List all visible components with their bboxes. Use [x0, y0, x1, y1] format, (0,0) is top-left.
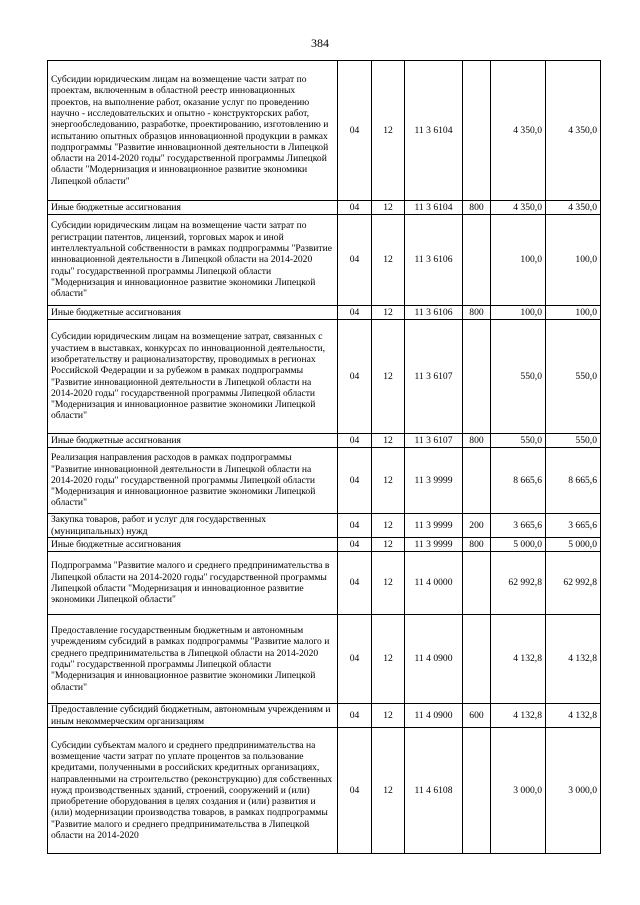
page-number: 384	[311, 36, 329, 50]
amount-2-cell: 8 665,6	[546, 448, 601, 514]
section-cell: 04	[338, 514, 372, 538]
subsection-cell: 12	[372, 704, 405, 728]
expense-type-cell	[463, 448, 491, 514]
amount-2-cell: 100,0	[546, 306, 601, 320]
subsection-cell: 12	[372, 514, 405, 538]
table-row	[48, 615, 601, 704]
amount-2-cell: 100,0	[546, 215, 601, 306]
row-name-cell: Иные бюджетные ассигнования	[48, 538, 338, 552]
expense-type-cell: 800	[463, 538, 491, 552]
row-name-cell: Подпрограмма "Развитие малого и среднего предпринимательства в Липецкой области на 2014-2020 годы" государственной программы Липецкой области "Модернизация и инновационное развитие экономики Липецкой области"	[48, 552, 338, 615]
target-article-cell: 11 4 0900	[405, 615, 463, 704]
section-cell: 04	[338, 215, 372, 306]
expense-type-cell: 600	[463, 704, 491, 728]
amount-2-cell: 3 665,6	[546, 514, 601, 538]
expense-type-cell	[463, 61, 491, 201]
subsection-cell: 12	[372, 61, 405, 201]
subsection-cell: 12	[372, 615, 405, 704]
section-cell: 04	[338, 306, 372, 320]
row-name-cell: Субсидии юридическим лицам на возмещение части затрат по регистрации патентов, лицензий, торговых марок и иной интеллектуальной собственности в рамках подпрограммы "Развитие инновационной деятельности в Липецкой области на 2014-2020 годы" государственной программы Липецкой области "Модернизация и инновационное развитие экономики Липецкой области"	[48, 215, 338, 306]
row-name-cell: Субсидии юридическим лицам на возмещение затрат, связанных с участием в выставках, конкурсах по инновационной деятельности, изобретательству и рационализаторству, проводимых в регионах Российской Федерации и за рубежом в рамках подпрограммы "Развитие инновационной деятельности в Липецкой области на 2014-2020 годы" государственной программы Липецкой области "Модернизация и инновационное развитие экономики Липецкой области"	[48, 320, 338, 434]
expense-type-cell	[463, 552, 491, 615]
table-row	[48, 201, 601, 215]
target-article-cell: 11 3 6104	[405, 61, 463, 201]
section-cell: 04	[338, 320, 372, 434]
target-article-cell: 11 3 9999	[405, 448, 463, 514]
subsection-cell: 12	[372, 201, 405, 215]
amount-2-cell: 550,0	[546, 434, 601, 448]
amount-1-cell: 4 132,8	[491, 615, 546, 704]
subsection-cell: 12	[372, 306, 405, 320]
target-article-cell: 11 3 6107	[405, 434, 463, 448]
table-row	[48, 434, 601, 448]
expense-type-cell	[463, 728, 491, 854]
table-row	[48, 552, 601, 615]
amount-1-cell: 550,0	[491, 320, 546, 434]
amount-2-cell: 4 350,0	[546, 201, 601, 215]
expense-type-cell: 800	[463, 306, 491, 320]
amount-2-cell: 62 992,8	[546, 552, 601, 615]
target-article-cell: 11 3 6106	[405, 306, 463, 320]
target-article-cell: 11 3 9999	[405, 538, 463, 552]
amount-1-cell: 100,0	[491, 306, 546, 320]
table-row	[48, 448, 601, 514]
row-name-cell: Предоставление субсидий бюджетным, автономным учреждениям и иным некоммерческим организациям	[48, 704, 338, 728]
amount-1-cell: 550,0	[491, 434, 546, 448]
target-article-cell: 11 3 6104	[405, 201, 463, 215]
row-name-cell: Предоставление государственным бюджетным и автономным учреждениям субсидий в рамках подпрограммы "Развитие малого и среднего предпринимательства в Липецкой области на 2014-2020 годы" государственной программы Липецкой области "Модернизация и инновационное развитие экономики Липецкой области"	[48, 615, 338, 704]
target-article-cell: 11 4 0900	[405, 704, 463, 728]
target-article-cell: 11 4 0000	[405, 552, 463, 615]
amount-2-cell: 4 132,8	[546, 704, 601, 728]
target-article-cell: 11 3 6106	[405, 215, 463, 306]
section-cell: 04	[338, 201, 372, 215]
expense-type-cell	[463, 215, 491, 306]
section-cell: 04	[338, 728, 372, 854]
table-row	[48, 728, 601, 854]
expense-type-cell	[463, 320, 491, 434]
section-cell: 04	[338, 615, 372, 704]
row-name-cell: Закупка товаров, работ и услуг для государственных (муниципальных) нужд	[48, 514, 338, 538]
amount-1-cell: 100,0	[491, 215, 546, 306]
table-row	[48, 320, 601, 434]
table-row	[48, 215, 601, 306]
target-article-cell: 11 4 6108	[405, 728, 463, 854]
row-name-cell: Иные бюджетные ассигнования	[48, 201, 338, 215]
section-cell: 04	[338, 704, 372, 728]
budget-table-body	[48, 61, 601, 854]
amount-2-cell: 4 132,8	[546, 615, 601, 704]
table-row	[48, 306, 601, 320]
row-name-cell: Реализация направления расходов в рамках подпрограммы "Развитие инновационной деятельности в Липецкой области на 2014-2020 годы" государственной программы Липецкой области "Модернизация и инновационное развитие экономики Липецкой области"	[48, 448, 338, 514]
section-cell: 04	[338, 538, 372, 552]
amount-2-cell: 4 350,0	[546, 61, 601, 201]
section-cell: 04	[338, 448, 372, 514]
subsection-cell: 12	[372, 215, 405, 306]
row-name-cell: Иные бюджетные ассигнования	[48, 306, 338, 320]
amount-1-cell: 8 665,6	[491, 448, 546, 514]
subsection-cell: 12	[372, 434, 405, 448]
amount-2-cell: 5 000,0	[546, 538, 601, 552]
amount-2-cell: 550,0	[546, 320, 601, 434]
amount-1-cell: 4 350,0	[491, 61, 546, 201]
amount-1-cell: 4 132,8	[491, 704, 546, 728]
target-article-cell: 11 3 6107	[405, 320, 463, 434]
expense-type-cell: 800	[463, 434, 491, 448]
section-cell: 04	[338, 434, 372, 448]
row-name-cell: Субсидии субъектам малого и среднего предпринимательства на возмещение части затрат по уплате процентов за пользование кредитами, полученными в российских кредитных организациях, направленными на строительство (реконструкцию) для собственных нужд производственных зданий, строений, сооружений и (или) приобретение оборудования в целях создания и (или) развития и (или) модернизации производства товаров, в рамках подпрограммы "Развитие малого и среднего предпринимательства в Липецкой области на 2014-2020	[48, 728, 338, 854]
subsection-cell: 12	[372, 320, 405, 434]
row-name-cell: Иные бюджетные ассигнования	[48, 434, 338, 448]
amount-1-cell: 3 000,0	[491, 728, 546, 854]
table-row	[48, 514, 601, 538]
amount-1-cell: 5 000,0	[491, 538, 546, 552]
amount-1-cell: 62 992,8	[491, 552, 546, 615]
amount-2-cell: 3 000,0	[546, 728, 601, 854]
subsection-cell: 12	[372, 538, 405, 552]
amount-1-cell: 4 350,0	[491, 201, 546, 215]
row-name-cell: Субсидии юридическим лицам на возмещение части затрат по проектам, включенным в областной реестр инновационных проектов, на выполнение работ, оказание услуг по проведению научно - исследовательских и опытно - конструкторских работ, энергообследованию, разработке, проектированию, изготовлению и испытанию опытных образцов инновационной продукции в рамках подпрограммы "Развитие инновационной деятельности в Липецкой области на 2014-2020 годы" государственной программы Липецкой области "Модернизация и инновационное развитие экономики Липецкой области"	[48, 61, 338, 201]
section-cell: 04	[338, 61, 372, 201]
subsection-cell: 12	[372, 448, 405, 514]
subsection-cell: 12	[372, 728, 405, 854]
expense-type-cell: 200	[463, 514, 491, 538]
expense-type-cell	[463, 615, 491, 704]
amount-1-cell: 3 665,6	[491, 514, 546, 538]
expense-type-cell: 800	[463, 201, 491, 215]
table-row	[48, 704, 601, 728]
table-row	[48, 538, 601, 552]
target-article-cell: 11 3 9999	[405, 514, 463, 538]
section-cell: 04	[338, 552, 372, 615]
budget-table	[47, 60, 601, 854]
subsection-cell: 12	[372, 552, 405, 615]
table-row	[48, 61, 601, 201]
